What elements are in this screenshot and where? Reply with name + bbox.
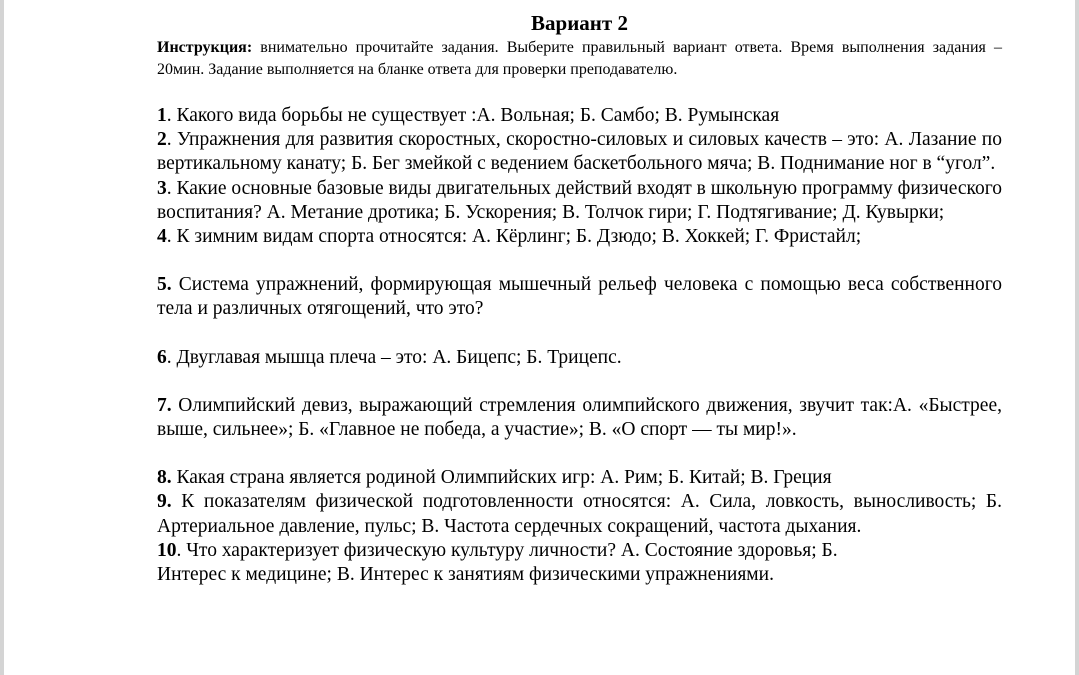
question-text: . Упражнения для развития скоростных, скоростно-силовых и силовых качеств – это: А. Лазание по вертикальному канату; Б. Бег змейкой с ведением баскетбольного мяча; В. Поднимание ног в “угол”. (157, 129, 1002, 175)
question-number: 10 (157, 539, 177, 561)
question-2 (157, 128, 1002, 176)
question-1 (157, 104, 1002, 128)
question-number: 9. (157, 491, 172, 513)
document-title: Вариант 2 (531, 11, 628, 35)
question-3 (157, 177, 1002, 225)
question-6 (157, 346, 1002, 370)
question-number: 7. (157, 394, 172, 416)
question-8 (157, 466, 1002, 490)
question-text: Интерес к медицине; В. Интерес к занятиям физическими упражнениями. (157, 564, 774, 586)
instruction (157, 37, 1002, 81)
spacer (157, 442, 1002, 466)
question-text: Олимпийский девиз, выражающий стремления олимпийского движения, звучит так:А. «Быстрее, выше, сильнее»; Б. «Главное не победа, а участие»; В. «О спорт — ты мир!». (157, 394, 1002, 441)
instruction-text: внимательно прочитайте задания. Выберите правильный вариант ответа. Время выполнения задания – 20мин. Задание выполняется на бланке ответа для проверки преподавателю. (157, 39, 1002, 78)
spacer (157, 370, 1002, 394)
instruction-label: Инструкция: (157, 39, 253, 56)
page-border-left (0, 0, 4, 675)
question-number: 1 (157, 105, 167, 126)
question-number: 5. (157, 274, 172, 296)
question-4 (157, 225, 1002, 249)
question-7 (157, 394, 1002, 442)
question-text: . Какого вида борьбы не существует :А. Вольная; Б. Самбо; В. Румынская (166, 105, 780, 126)
question-number: 6 (157, 346, 167, 368)
question-text: К показателям физической подготовленности относятся: А. Сила, ловкость, выносливость; Б. Артериальное давление, пульс; В. Частота сердечных сокращений, частота дыхания. (157, 491, 1002, 537)
question-10 (157, 539, 1002, 563)
question-5 (157, 273, 1002, 321)
question-text: Какая страна является родиной Олимпийских игр: А. Рим; Б. Китай; В. Греция (171, 467, 832, 489)
question-10-continuation (157, 563, 1002, 587)
question-text: Система упражнений, формирующая мышечный рельеф человека с помощью веса собственного тела и различных отягощений, что это? (157, 274, 1002, 320)
question-text: . К зимним видам спорта относятся: А. Кёрлинг; Б. Дзюдо; В. Хоккей; Г. Фристайл; (166, 226, 862, 248)
question-text: . Какие основные базовые виды двигательных действий входят в школьную программу физического воспитания? А. Метание дротика; Б. Ускорения; В. Толчок гири; Г. Подтягивание; Д. Кувырки; (157, 177, 1002, 223)
question-text: . Что характеризует физическую культуру личности? А. Состояние здоровья; Б. (176, 539, 838, 561)
spacer (157, 322, 1002, 346)
document-body (157, 10, 1002, 587)
question-text: . Двуглавая мышца плеча – это: А. Бицепс; Б. Трицепс. (166, 346, 622, 368)
question-9 (157, 490, 1002, 538)
question-number: 4 (157, 226, 167, 248)
question-number: 2 (157, 129, 167, 151)
question-number: 3 (157, 177, 167, 199)
spacer (157, 249, 1002, 273)
question-number: 8. (157, 467, 172, 489)
page-border-right (1075, 0, 1079, 675)
spacer (157, 81, 1002, 104)
